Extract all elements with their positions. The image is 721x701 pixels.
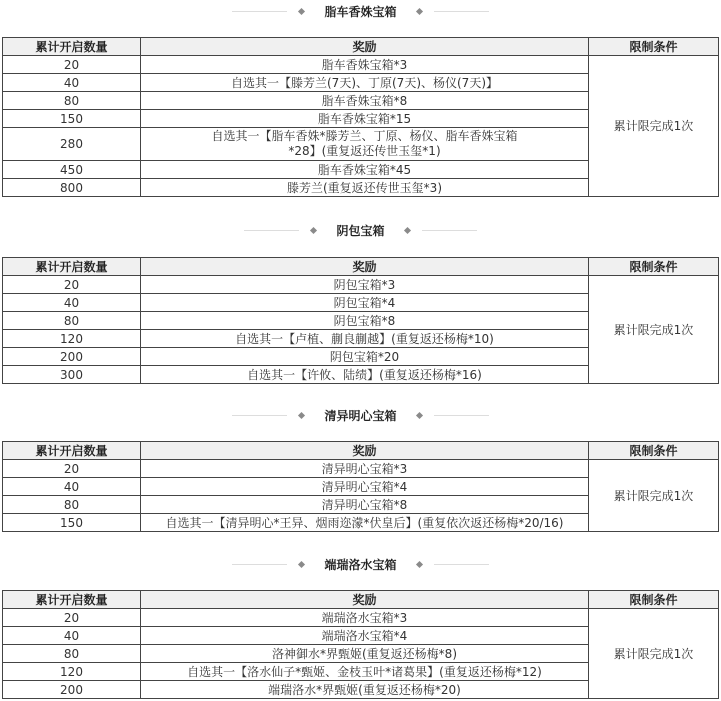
limit-cell: 累计限完成1次 — [589, 276, 719, 384]
count-cell: 200 — [3, 348, 141, 366]
table-header-row — [3, 591, 719, 609]
reward-cell: 阴包宝箱*3 — [141, 276, 589, 294]
table-row — [3, 276, 719, 294]
reward-cell: 洛神御水*界甄姬(重复返还杨梅*8) — [141, 645, 589, 663]
reward-cell: 清异明心宝箱*3 — [141, 460, 589, 478]
header-count: 累计开启数量 — [3, 258, 141, 276]
reward-cell: 自选其一【卢植、蒯良蒯越】(重复返还杨梅*10) — [141, 330, 589, 348]
table-row — [3, 460, 719, 478]
limit-cell: 累计限完成1次 — [589, 460, 719, 532]
reward-cell: 端瑞洛水宝箱*4 — [141, 627, 589, 645]
count-cell: 200 — [3, 681, 141, 699]
count-cell: 800 — [3, 179, 141, 197]
count-cell: 20 — [3, 460, 141, 478]
reward-cell: 滕芳兰(重复返还传世玉玺*3) — [141, 179, 589, 197]
header-limit: 限制条件 — [589, 442, 719, 460]
count-cell: 80 — [3, 645, 141, 663]
limit-cell: 累计限完成1次 — [589, 56, 719, 197]
count-cell: 80 — [3, 312, 141, 330]
count-cell: 80 — [3, 496, 141, 514]
section-title-3 — [0, 406, 721, 424]
section-heading: 阴包宝箱 — [336, 223, 385, 238]
count-cell: 280 — [3, 128, 141, 161]
divider-line — [244, 230, 299, 231]
reward-cell: 阴包宝箱*4 — [141, 294, 589, 312]
count-cell: 300 — [3, 366, 141, 384]
divider-line — [422, 230, 477, 231]
section-title-4 — [0, 555, 721, 573]
reward-cell: 端瑞洛水宝箱*3 — [141, 609, 589, 627]
reward-cell: 脂车香姝宝箱*45 — [141, 161, 589, 179]
count-cell: 20 — [3, 609, 141, 627]
diamond-icon — [415, 411, 422, 418]
table-header-row — [3, 442, 719, 460]
header-reward: 奖励 — [141, 38, 589, 56]
count-cell: 150 — [3, 514, 141, 532]
diamond-icon — [298, 560, 305, 567]
count-cell: 20 — [3, 56, 141, 74]
table-row — [3, 56, 719, 74]
count-cell: 120 — [3, 330, 141, 348]
count-cell: 40 — [3, 74, 141, 92]
reward-cell: 自选其一【许攸、陆绩】(重复返还杨梅*16) — [141, 366, 589, 384]
divider-line — [232, 564, 287, 565]
divider-line — [434, 564, 489, 565]
divider-line — [232, 415, 287, 416]
table-row — [3, 609, 719, 627]
reward-cell: 清异明心宝箱*8 — [141, 496, 589, 514]
diamond-icon — [415, 560, 422, 567]
reward-cell: 脂车香姝宝箱*15 — [141, 110, 589, 128]
limit-cell: 累计限完成1次 — [589, 609, 719, 699]
header-limit: 限制条件 — [589, 38, 719, 56]
count-cell: 80 — [3, 92, 141, 110]
divider-line — [232, 11, 287, 12]
section-title-2 — [0, 221, 721, 239]
reward-cell: 脂车香姝宝箱*8 — [141, 92, 589, 110]
header-reward: 奖励 — [141, 442, 589, 460]
reward-cell: 自选其一【滕芳兰(7天)、丁原(7天)、杨仪(7天)】 — [141, 74, 589, 92]
reward-table-1 — [2, 37, 719, 197]
count-cell: 450 — [3, 161, 141, 179]
header-limit: 限制条件 — [589, 258, 719, 276]
table-header-row — [3, 38, 719, 56]
diamond-icon — [310, 226, 317, 233]
reward-cell: 阴包宝箱*20 — [141, 348, 589, 366]
header-reward: 奖励 — [141, 258, 589, 276]
table-header-row — [3, 258, 719, 276]
header-limit: 限制条件 — [589, 591, 719, 609]
header-count: 累计开启数量 — [3, 442, 141, 460]
reward-table-4 — [2, 590, 719, 699]
reward-cell: 自选其一【清异明心*王异、烟雨迩濛*伏皇后】(重复依次返还杨梅*20/16) — [141, 514, 589, 532]
diamond-icon — [298, 411, 305, 418]
reward-cell: 自选其一【洛水仙子*甄姬、金枝玉叶*诸葛果】(重复返还杨梅*12) — [141, 663, 589, 681]
divider-line — [434, 11, 489, 12]
diamond-icon — [415, 7, 422, 14]
header-reward: 奖励 — [141, 591, 589, 609]
reward-cell: 清异明心宝箱*4 — [141, 478, 589, 496]
divider-line — [434, 415, 489, 416]
reward-cell: 脂车香姝宝箱*3 — [141, 56, 589, 74]
count-cell: 40 — [3, 294, 141, 312]
count-cell: 120 — [3, 663, 141, 681]
reward-table-2 — [2, 257, 719, 384]
diamond-icon — [403, 226, 410, 233]
count-cell: 40 — [3, 478, 141, 496]
section-heading: 清异明心宝箱 — [324, 408, 397, 423]
header-count: 累计开启数量 — [3, 38, 141, 56]
count-cell: 20 — [3, 276, 141, 294]
section-title-1 — [0, 2, 721, 20]
reward-cell: 端瑞洛水*界甄姬(重复返还杨梅*20) — [141, 681, 589, 699]
reward-cell: 自选其一【脂车香姝*滕芳兰、丁原、杨仪、脂车香姝宝箱*28】(重复返还传世玉玺*1) — [141, 128, 589, 161]
count-cell: 40 — [3, 627, 141, 645]
section-heading: 脂车香姝宝箱 — [324, 4, 397, 19]
diamond-icon — [298, 7, 305, 14]
count-cell: 150 — [3, 110, 141, 128]
reward-table-3 — [2, 441, 719, 532]
reward-cell: 阴包宝箱*8 — [141, 312, 589, 330]
section-heading: 端瑞洛水宝箱 — [324, 557, 397, 572]
header-count: 累计开启数量 — [3, 591, 141, 609]
